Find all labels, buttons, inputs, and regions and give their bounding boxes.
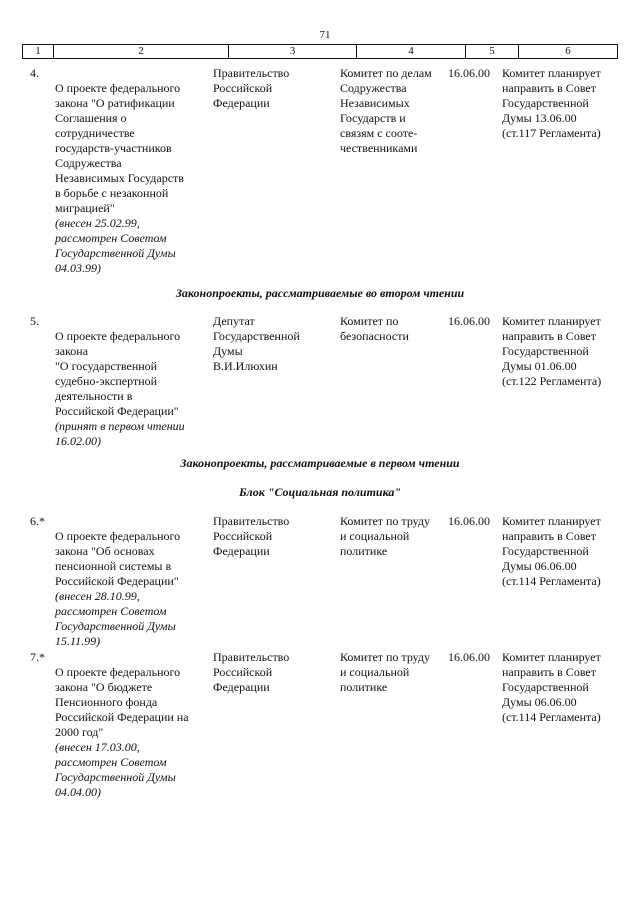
bill-note: (внесен 25.02.99, рассмотрен Советом Государственной Думы 04.03.99) — [55, 216, 176, 275]
bill-title-cell — [55, 514, 207, 664]
bill-title-cell — [55, 66, 207, 291]
initiator: Правительство Российской Федерации — [213, 514, 290, 558]
bill-title-cell — [55, 314, 207, 464]
date: 16.06.00 — [448, 650, 490, 664]
column-header-6: 6 — [518, 45, 617, 58]
bill-note: (внесен 28.10.99, рассмотрен Советом Государственной Думы 15.11.99) — [55, 589, 176, 648]
plan: Комитет планирует направить в Совет Государственной Думы 13.06.00 (ст.117 Регламента) — [502, 66, 601, 140]
initiator: Депутат Государственной Думы В.И.Илюхин — [213, 314, 300, 373]
committee: Комитет по безопасности — [340, 314, 409, 343]
initiator: Правительство Российской Федерации — [213, 66, 290, 110]
bill-note: (внесен 17.03.00, рассмотрен Советом Государственной Думы 04.04.00) — [55, 740, 176, 799]
column-header-3: 3 — [228, 45, 356, 58]
column-header-1: 1 — [35, 45, 41, 57]
row-number: 7.* — [30, 650, 45, 664]
section-title-first-reading: Законопроекты, рассматриваемые в первом чтении — [180, 456, 460, 470]
row-number: 5. — [30, 314, 39, 328]
plan: Комитет планирует направить в Совет Государственной Думы 06.06.00 (ст.114 Регламента) — [502, 514, 601, 588]
committee: Комитет по труду и социальной политике — [340, 514, 431, 558]
plan: Комитет планирует направить в Совет Государственной Думы 06.06.00 (ст.114 Регламента) — [502, 650, 601, 724]
section-title-social-block: Блок "Социальная политика" — [238, 485, 402, 499]
committee: Комитет по делам Содружества Независимых Государств и связям с соотe- чественниками — [340, 66, 432, 155]
column-header-5: 5 — [465, 45, 518, 58]
row-number: 6.* — [30, 514, 45, 528]
bill-title: О проекте федерального закона "О бюджете Пенсионного фонда Российской Федерации на 2000 год" — [55, 665, 189, 739]
plan: Комитет планирует направить в Совет Государственной Думы 01.06.00 (ст.122 Регламента) — [502, 314, 602, 388]
section-title-second-reading: Законопроекты, рассматриваемые во втором чтении — [175, 286, 465, 300]
bill-title: О проекте федерального закона "Об основах пенсионной системы в Российской Федерации" — [55, 529, 181, 588]
committee: Комитет по труду и социальной политике — [340, 650, 431, 694]
date: 16.06.00 — [448, 314, 490, 328]
bill-title-cell — [55, 650, 207, 815]
date: 16.06.00 — [448, 66, 490, 80]
date: 16.06.00 — [448, 514, 490, 528]
column-header-row — [22, 44, 618, 59]
column-header-2: 2 — [53, 45, 228, 58]
row-number: 4. — [30, 66, 39, 80]
bill-title: О проекте федерального закона "О государственной судебно-экспертной деятельности в Российской Федерации" — [55, 329, 181, 418]
initiator: Правительство Российской Федерации — [213, 650, 290, 694]
page-number: 71 — [319, 29, 331, 41]
bill-note: (принят в первом чтении 16.02.00) — [55, 419, 185, 448]
column-header-4: 4 — [356, 45, 465, 58]
bill-title: О проекте федерального закона "О ратификации Соглашения о сотрудничестве государств-участников Содружества Независимых Государств в борьбе с незаконной миграцией" — [55, 81, 184, 215]
